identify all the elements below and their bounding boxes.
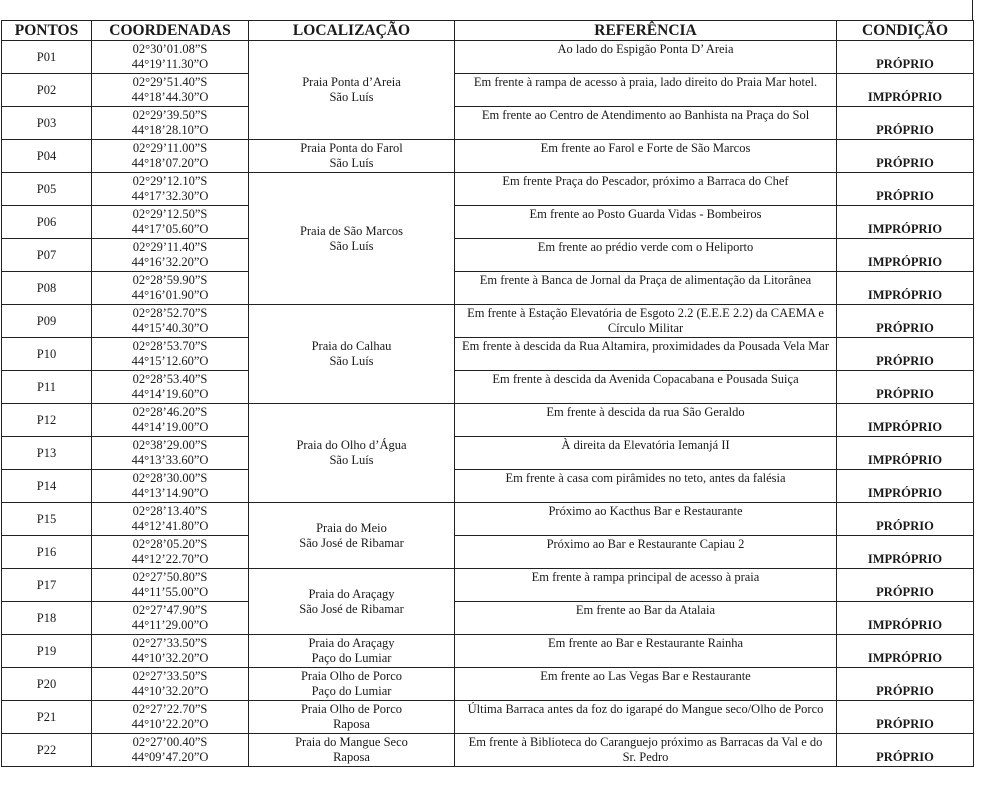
longitude: 44°11’55.00”O bbox=[131, 585, 209, 599]
reference-cell: Em frente ao Bar da Atalaia bbox=[455, 602, 837, 635]
coordinates-cell bbox=[92, 569, 249, 602]
latitude: 02°28’53.40”S bbox=[132, 372, 208, 386]
latitude: 02°28’30.00”S bbox=[132, 471, 208, 485]
reference-cell: Em frente ao Farol e Forte de São Marcos bbox=[455, 140, 837, 173]
location-cell bbox=[249, 734, 455, 767]
ponto-id: P15 bbox=[2, 503, 92, 536]
condition-cell: IMPRÓPRIO bbox=[837, 74, 974, 107]
table-body bbox=[2, 41, 974, 767]
ponto-id: P09 bbox=[2, 305, 92, 338]
table-row bbox=[2, 734, 974, 767]
location-cell bbox=[249, 635, 455, 668]
location-cell bbox=[249, 173, 455, 305]
coordinates-cell bbox=[92, 602, 249, 635]
longitude: 44°11’29.00”O bbox=[131, 618, 209, 632]
ponto-id: P16 bbox=[2, 536, 92, 569]
longitude: 44°18’07.20”O bbox=[131, 156, 209, 170]
latitude: 02°28’59.90”S bbox=[132, 273, 208, 287]
ponto-id: P01 bbox=[2, 41, 92, 74]
longitude: 44°13’14.90”O bbox=[131, 486, 209, 500]
coordinates-cell bbox=[92, 173, 249, 206]
latitude: 02°28’46.20”S bbox=[132, 405, 208, 419]
longitude: 44°10’32.20”O bbox=[131, 651, 209, 665]
coordinates-cell bbox=[92, 74, 249, 107]
location-city: São Luís bbox=[329, 453, 374, 467]
reference-cell: Última Barraca antes da foz do igarapé do Mangue seco/Olho de Porco bbox=[455, 701, 837, 734]
header-coordenadas: COORDENADAS bbox=[92, 21, 249, 41]
header-localizacao: LOCALIZAÇÃO bbox=[249, 21, 455, 41]
latitude: 02°27’33.50”S bbox=[132, 636, 208, 650]
table-row bbox=[2, 239, 974, 272]
condition-cell: IMPRÓPRIO bbox=[837, 239, 974, 272]
ponto-id: P22 bbox=[2, 734, 92, 767]
location-cell bbox=[249, 503, 455, 569]
coordinates-cell bbox=[92, 305, 249, 338]
coordinates-cell bbox=[92, 668, 249, 701]
reference-cell: Próximo ao Bar e Restaurante Capiau 2 bbox=[455, 536, 837, 569]
reference-cell: Em frente ao Posto Guarda Vidas - Bombeiros bbox=[455, 206, 837, 239]
longitude: 44°12’22.70”O bbox=[131, 552, 209, 566]
header-pontos: PONTOS bbox=[2, 21, 92, 41]
coordinates-cell bbox=[92, 239, 249, 272]
reference-cell: Próximo ao Kacthus Bar e Restaurante bbox=[455, 503, 837, 536]
latitude: 02°28’52.70”S bbox=[132, 306, 208, 320]
location-city: São Luís bbox=[329, 354, 374, 368]
coordinates-cell bbox=[92, 140, 249, 173]
latitude: 02°29’11.40”S bbox=[132, 240, 208, 254]
reference-cell: Em frente ao Centro de Atendimento ao Banhista na Praça do Sol bbox=[455, 107, 837, 140]
location-city: Paço do Lumiar bbox=[311, 651, 392, 665]
table-row bbox=[2, 107, 974, 140]
table-row bbox=[2, 41, 974, 74]
water-quality-table bbox=[1, 20, 974, 767]
reference-cell: Em frente à descida da rua São Geraldo bbox=[455, 404, 837, 437]
ponto-id: P08 bbox=[2, 272, 92, 305]
reference-cell: Em frente à descida da Rua Altamira, proximidades da Pousada Vela Mar bbox=[455, 338, 837, 371]
header-referencia: REFERÊNCIA bbox=[455, 21, 837, 41]
table-row bbox=[2, 140, 974, 173]
table-top-border bbox=[0, 0, 973, 20]
table-row bbox=[2, 305, 974, 338]
location-beach: Praia de São Marcos bbox=[299, 223, 404, 238]
reference-cell: Em frente ao Bar e Restaurante Rainha bbox=[455, 635, 837, 668]
table-row bbox=[2, 404, 974, 437]
condition-cell: PRÓPRIO bbox=[837, 305, 974, 338]
condition-cell: PRÓPRIO bbox=[837, 140, 974, 173]
ponto-id: P10 bbox=[2, 338, 92, 371]
location-beach: Praia Ponta d’Areia bbox=[302, 75, 401, 89]
table-row bbox=[2, 272, 974, 305]
reference-cell: Em frente ao Las Vegas Bar e Restaurante bbox=[455, 668, 837, 701]
latitude: 02°27’00.40”S bbox=[132, 735, 208, 749]
latitude: 02°28’53.70”S bbox=[132, 339, 208, 353]
reference-cell: Em frente à rampa principal de acesso à praia bbox=[455, 569, 837, 602]
reference-cell: Em frente à Biblioteca do Caranguejo próximo as Barracas da Val e do Sr. Pedro bbox=[455, 734, 837, 767]
ponto-id: P18 bbox=[2, 602, 92, 635]
header-row bbox=[2, 21, 974, 41]
table-row bbox=[2, 503, 974, 536]
coordinates-cell bbox=[92, 272, 249, 305]
table-row bbox=[2, 371, 974, 404]
reference-cell: Em frente Praça do Pescador, próximo a Barraca do Chef bbox=[455, 173, 837, 206]
longitude: 44°14’19.60”O bbox=[131, 387, 209, 401]
table-row bbox=[2, 569, 974, 602]
condition-cell: PRÓPRIO bbox=[837, 107, 974, 140]
location-cell bbox=[249, 305, 455, 404]
reference-cell: Em frente à descida da Avenida Copacabana e Pousada Suiça bbox=[455, 371, 837, 404]
longitude: 44°16’32.20”O bbox=[131, 255, 209, 269]
longitude: 44°15’40.30”O bbox=[131, 321, 209, 335]
condition-cell: PRÓPRIO bbox=[837, 173, 974, 206]
location-city: São Luís bbox=[329, 90, 374, 104]
coordinates-cell bbox=[92, 734, 249, 767]
table-row bbox=[2, 437, 974, 470]
ponto-id: P03 bbox=[2, 107, 92, 140]
latitude: 02°27’33.50”S bbox=[132, 669, 208, 683]
condition-cell: PRÓPRIO bbox=[837, 371, 974, 404]
ponto-id: P13 bbox=[2, 437, 92, 470]
ponto-id: P17 bbox=[2, 569, 92, 602]
condition-cell: IMPRÓPRIO bbox=[837, 635, 974, 668]
latitude: 02°27’47.90”S bbox=[132, 603, 208, 617]
coordinates-cell bbox=[92, 404, 249, 437]
condition-cell: IMPRÓPRIO bbox=[837, 206, 974, 239]
location-cell bbox=[249, 41, 455, 140]
longitude: 44°18’28.10”O bbox=[131, 123, 209, 137]
reference-cell: Ao lado do Espigão Ponta D’ Areia bbox=[455, 41, 837, 74]
reference-cell: Em frente à Estação Elevatória de Esgoto 2.2 (E.E.E 2.2) da CAEMA e Círculo Militar bbox=[455, 305, 837, 338]
ponto-id: P06 bbox=[2, 206, 92, 239]
condition-cell: PRÓPRIO bbox=[837, 41, 974, 74]
location-cell bbox=[249, 668, 455, 701]
coordinates-cell bbox=[92, 635, 249, 668]
coordinates-cell bbox=[92, 41, 249, 74]
table-row bbox=[2, 470, 974, 503]
latitude: 02°28’05.20”S bbox=[132, 537, 208, 551]
location-beach: Praia do Meio bbox=[316, 520, 387, 535]
ponto-id: P14 bbox=[2, 470, 92, 503]
coordinates-cell bbox=[92, 503, 249, 536]
location-beach: Praia do Araçagy bbox=[308, 636, 395, 650]
location-cell bbox=[249, 404, 455, 503]
location-cell bbox=[249, 701, 455, 734]
condition-cell: IMPRÓPRIO bbox=[837, 437, 974, 470]
table-row bbox=[2, 74, 974, 107]
ponto-id: P19 bbox=[2, 635, 92, 668]
location-city: São José de Ribamar bbox=[299, 601, 404, 616]
longitude: 44°19’11.30”O bbox=[131, 57, 209, 71]
condition-cell: IMPRÓPRIO bbox=[837, 470, 974, 503]
location-city: São Luís bbox=[329, 238, 374, 253]
table-row bbox=[2, 668, 974, 701]
longitude: 44°17’32.30”O bbox=[131, 189, 209, 203]
latitude: 02°29’12.10”S bbox=[132, 174, 208, 188]
longitude: 44°16’01.90”O bbox=[131, 288, 209, 302]
longitude: 44°18’44.30”O bbox=[131, 90, 209, 104]
longitude: 44°09’47.20”O bbox=[131, 750, 209, 764]
coordinates-cell bbox=[92, 437, 249, 470]
longitude: 44°17’05.60”O bbox=[131, 222, 209, 236]
ponto-id: P12 bbox=[2, 404, 92, 437]
condition-cell: PRÓPRIO bbox=[837, 734, 974, 767]
latitude: 02°29’39.50”S bbox=[132, 108, 208, 122]
table-row bbox=[2, 206, 974, 239]
condition-cell: PRÓPRIO bbox=[837, 668, 974, 701]
location-city: Raposa bbox=[333, 717, 370, 731]
longitude: 44°15’12.60”O bbox=[131, 354, 209, 368]
coordinates-cell bbox=[92, 338, 249, 371]
latitude: 02°29’51.40”S bbox=[132, 75, 208, 89]
condition-cell: PRÓPRIO bbox=[837, 338, 974, 371]
ponto-id: P11 bbox=[2, 371, 92, 404]
coordinates-cell bbox=[92, 701, 249, 734]
longitude: 44°14’19.00”O bbox=[131, 420, 209, 434]
table-row bbox=[2, 635, 974, 668]
reference-cell: Em frente à Banca de Jornal da Praça de alimentação da Litorânea bbox=[455, 272, 837, 305]
latitude: 02°30’01.08”S bbox=[132, 42, 208, 56]
header-condicao: CONDIÇÃO bbox=[837, 21, 974, 41]
table-row bbox=[2, 701, 974, 734]
condition-cell: PRÓPRIO bbox=[837, 503, 974, 536]
longitude: 44°12’41.80”O bbox=[131, 519, 209, 533]
reference-cell: Em frente ao prédio verde com o Heliporto bbox=[455, 239, 837, 272]
ponto-id: P02 bbox=[2, 74, 92, 107]
reference-cell: Em frente à rampa de acesso à praia, lado direito do Praia Mar hotel. bbox=[455, 74, 837, 107]
latitude: 02°38’29.00”S bbox=[132, 438, 208, 452]
location-cell bbox=[249, 569, 455, 635]
ponto-id: P07 bbox=[2, 239, 92, 272]
table-row bbox=[2, 602, 974, 635]
location-beach: Praia Olho de Porco bbox=[300, 702, 403, 716]
latitude: 02°28’13.40”S bbox=[132, 504, 208, 518]
longitude: 44°10’32.20”O bbox=[131, 684, 209, 698]
location-city: São José de Ribamar bbox=[299, 535, 404, 550]
table-row bbox=[2, 173, 974, 206]
location-cell bbox=[249, 140, 455, 173]
condition-cell: IMPRÓPRIO bbox=[837, 272, 974, 305]
reference-cell: À direita da Elevatória Iemanjá II bbox=[455, 437, 837, 470]
ponto-id: P05 bbox=[2, 173, 92, 206]
reference-cell: Em frente à casa com pirâmides no teto, antes da falésia bbox=[455, 470, 837, 503]
location-beach: Praia do Olho d’Água bbox=[296, 438, 407, 452]
ponto-id: P04 bbox=[2, 140, 92, 173]
latitude: 02°27’50.80”S bbox=[132, 570, 208, 584]
coordinates-cell bbox=[92, 107, 249, 140]
longitude: 44°13’33.60”O bbox=[131, 453, 209, 467]
condition-cell: IMPRÓPRIO bbox=[837, 602, 974, 635]
location-city: Raposa bbox=[333, 750, 370, 764]
condition-cell: IMPRÓPRIO bbox=[837, 536, 974, 569]
latitude: 02°27’22.70”S bbox=[132, 702, 208, 716]
ponto-id: P21 bbox=[2, 701, 92, 734]
table-row bbox=[2, 338, 974, 371]
condition-cell: PRÓPRIO bbox=[837, 701, 974, 734]
location-beach: Praia do Araçagy bbox=[308, 586, 395, 601]
latitude: 02°29’11.00”S bbox=[132, 141, 208, 155]
condition-cell: IMPRÓPRIO bbox=[837, 404, 974, 437]
coordinates-cell bbox=[92, 206, 249, 239]
table-row bbox=[2, 536, 974, 569]
location-beach: Praia Ponta do Farol bbox=[300, 141, 403, 155]
location-city: São Luís bbox=[329, 156, 374, 170]
latitude: 02°29’12.50”S bbox=[132, 207, 208, 221]
location-city: Paço do Lumiar bbox=[311, 684, 392, 698]
ponto-id: P20 bbox=[2, 668, 92, 701]
coordinates-cell bbox=[92, 470, 249, 503]
location-beach: Praia Olho de Porco bbox=[300, 669, 403, 683]
coordinates-cell bbox=[92, 536, 249, 569]
location-beach: Praia do Mangue Seco bbox=[295, 735, 408, 749]
location-beach: Praia do Calhau bbox=[311, 339, 392, 353]
condition-cell: PRÓPRIO bbox=[837, 569, 974, 602]
coordinates-cell bbox=[92, 371, 249, 404]
longitude: 44°10’22.20”O bbox=[131, 717, 209, 731]
